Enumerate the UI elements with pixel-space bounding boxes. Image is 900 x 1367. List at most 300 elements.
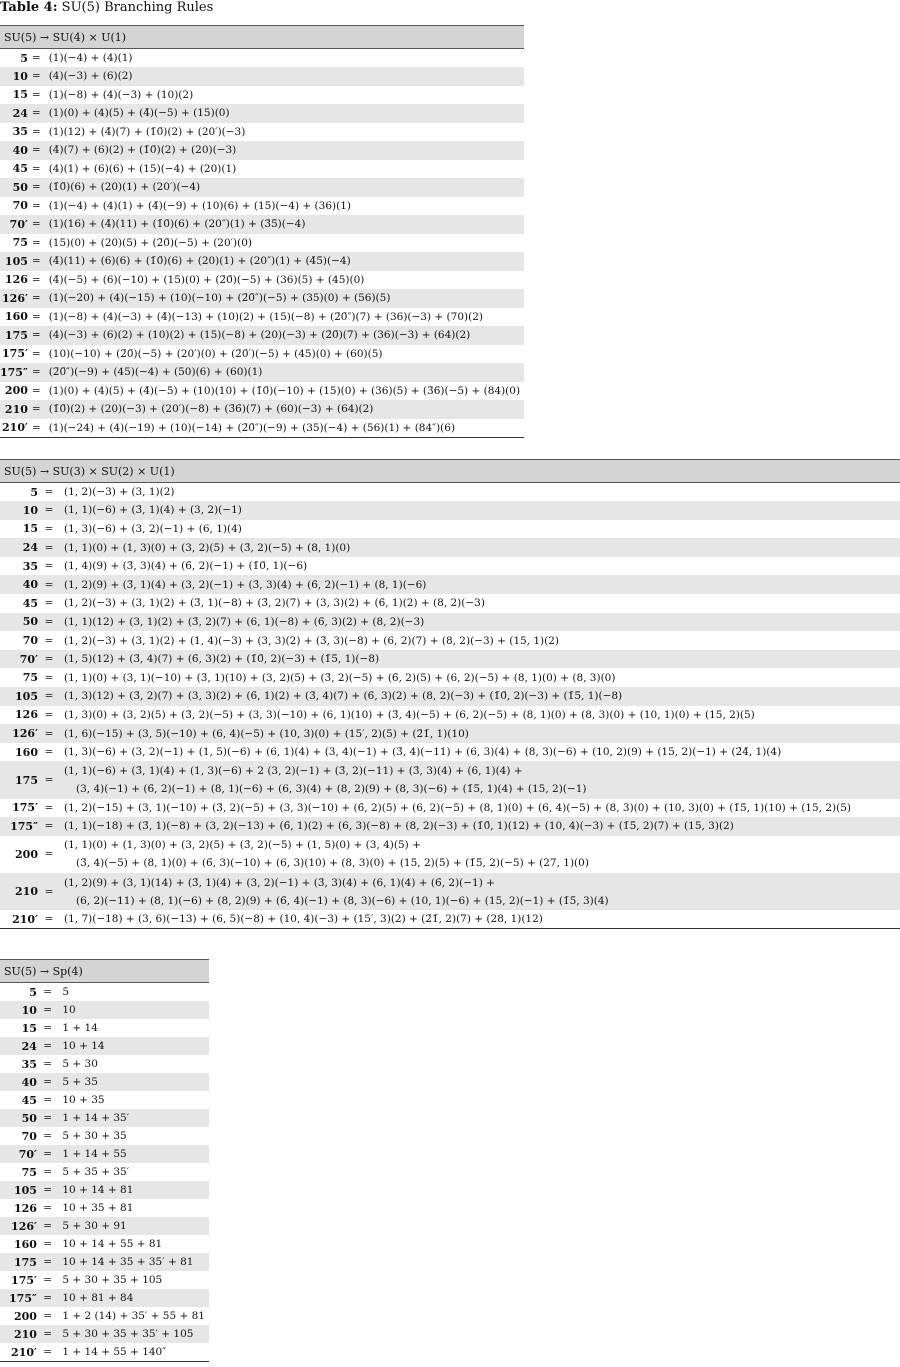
representation: 175′: [2, 347, 28, 361]
header-subgroup: SU(4) × U(1): [52, 30, 127, 44]
table-row: [0, 743, 900, 762]
equals-sign: =: [41, 1109, 54, 1127]
decomposition-line: (10)(−10) + (2̄0̄)(−5) + (20′)(0) + (2̄0̄′)(−5) + (45)(0) + (60)(5): [48, 347, 383, 360]
representation: 175: [0, 761, 42, 798]
decomposition-line: 10 + 14 + 35 + 35′ + 81: [62, 1256, 194, 1268]
decomposition: [41, 326, 524, 345]
table-row: [0, 557, 900, 576]
table-row: [0, 1217, 209, 1235]
representation: 126: [15, 708, 38, 722]
representation: 70: [22, 634, 38, 648]
equals-sign: =: [44, 560, 54, 573]
table-row: [0, 724, 900, 743]
equals-sign: =: [31, 199, 41, 212]
equals-sign: =: [44, 801, 54, 814]
representation: 70′: [0, 215, 32, 234]
representation: 40: [0, 1073, 41, 1091]
decomposition: [54, 1145, 209, 1163]
table-row: [0, 1343, 209, 1362]
decomposition: [56, 817, 900, 836]
equals-sign: =: [42, 873, 56, 910]
table-row: [0, 345, 524, 364]
decomposition-line: (1, 2)(−15) + (3, 1)(−10) + (3̄, 2)(−5) + (3, 3)(−10) + (6̄, 2)(5) + (6, 2)(−5) + (8, 1)(0) + (6, 4)(−5) + (8, 3)(0) + (10, 3)(0) + (1̄5̄, 1)(10) + (15, 2)(5): [64, 801, 851, 814]
decomposition: [56, 538, 900, 557]
table-row: [0, 1145, 209, 1163]
representation: 175: [0, 1253, 41, 1271]
decomposition-line: (1, 6)(−15) + (3, 5)(−10) + (6, 4)(−5) + (10, 3)(0) + (15′, 2)(5) + (2̄1̄, 1)(10): [64, 727, 469, 740]
decomposition: [56, 743, 900, 762]
representation: 175′: [12, 801, 38, 815]
representation: 24: [0, 1037, 41, 1055]
representation: 35: [12, 125, 28, 139]
equals-sign: =: [41, 1181, 54, 1199]
table-row: [0, 123, 524, 142]
table-row: [0, 687, 900, 706]
table-row: [0, 836, 900, 873]
decomposition: [54, 1001, 209, 1019]
decomposition: [41, 104, 524, 123]
table-row: [0, 1073, 209, 1091]
decomposition-line: (1, 7)(−18) + (3, 6)(−13) + (6, 5)(−8) + (10, 4)(−3) + (15′, 3)(2) + (2̄1̄, 2)(7) + (28, 1)(12): [64, 913, 543, 926]
decomposition-line: 5 + 30 + 35 + 105: [62, 1274, 163, 1286]
decomposition: [54, 1271, 209, 1289]
representation: 175″: [0, 1289, 41, 1307]
decomposition-line: (4)(1) + (6)(6) + (15)(−4) + (20)(1): [48, 162, 237, 175]
decomposition: [56, 520, 900, 539]
decomposition: [54, 1217, 209, 1235]
table-row: [0, 67, 524, 86]
decomposition: [56, 650, 900, 669]
decomposition-line: (1, 3)(12) + (3̄, 2)(7) + (3, 3)(2) + (6̄, 1)(2) + (3̄, 4)(7) + (6̄, 3)(2) + (8, 2)(−3) + (1̄0̄, 2)(−3) + (1̄5̄, 1)(−8): [64, 690, 623, 703]
representation: 160: [4, 310, 28, 324]
decomposition: [54, 1163, 209, 1181]
decomposition-line: 10 + 35: [62, 1094, 105, 1106]
header-subgroup: Sp(4): [52, 964, 83, 978]
decomposition: [56, 613, 900, 632]
equals-sign: =: [32, 400, 41, 419]
table-row: [0, 197, 524, 216]
equals-sign: =: [43, 1094, 53, 1106]
decomposition-line: 5 + 30 + 35 + 35′ + 105: [62, 1328, 194, 1340]
decomposition: [54, 1019, 209, 1037]
decomposition-line: (1, 3)(0) + (3, 2)(5) + (3̄, 2)(−5) + (3, 3)(−10) + (6, 1)(10) + (3̄, 4)(−5) + (6, 2)(−5) + (8, 1)(0) + (8, 3)(0) + (10, 1)(0) + (15, 2)(5): [64, 708, 755, 721]
equals-sign: =: [32, 141, 41, 160]
decomposition-line: 10 + 35 + 81: [62, 1202, 134, 1214]
decomposition: [56, 483, 900, 502]
representation: 126: [13, 1201, 37, 1215]
equals-sign: =: [41, 1073, 54, 1091]
table-row: [0, 1253, 209, 1271]
decomposition-line: (1, 2)(−3) + (3, 1)(2) + (1, 4)(−3) + (3, 3)(2) + (3̄, 3)(−8) + (6, 2)(7) + (8, 2)(−3) + (15, 1)(2): [64, 634, 560, 647]
decomposition-line: (4̄)(−5) + (6)(−10) + (15)(0) + (2̄0̄)(−5) + (36)(5) + (45)(0): [48, 273, 365, 286]
representation: 15: [12, 88, 28, 102]
representation: 5: [29, 985, 37, 999]
decomposition-line: (2̄0̄″)(−9) + (45)(−4) + (50)(6) + (60)(1): [48, 366, 263, 379]
decomposition-line: 1 + 2 (14) + 35′ + 55 + 81: [62, 1310, 205, 1322]
representation: 126: [4, 273, 28, 287]
table-row: [0, 1127, 209, 1145]
equals-sign: =: [31, 88, 41, 101]
decomposition-line: 5: [62, 986, 70, 998]
decomposition: [54, 1181, 209, 1199]
representation: 35: [21, 1057, 37, 1071]
table-row: [0, 308, 524, 327]
decomposition: [54, 1253, 209, 1271]
equals-sign: =: [31, 125, 41, 138]
representation: 160: [13, 1237, 37, 1251]
decomposition-line: (1)(−8) + (4)(−3) + (4̄)(−13) + (10)(2) + (15)(−8) + (2̄0̄″)(7) + (36)(−3) + (70)(2): [48, 310, 483, 323]
representation: 75: [21, 1165, 37, 1179]
decomposition-line: 10 + 14 + 81: [62, 1184, 134, 1196]
equals-sign: =: [41, 1253, 54, 1271]
decomposition: [54, 1073, 209, 1091]
header-arrow: →: [39, 464, 50, 478]
decomposition: [54, 1109, 209, 1127]
table-row: [0, 400, 524, 419]
equals-sign: =: [42, 687, 56, 706]
table-row: [0, 104, 524, 123]
decomposition: [41, 178, 524, 197]
representation: 10: [0, 1001, 41, 1019]
representation: 15: [21, 1021, 37, 1035]
decomposition: [54, 1325, 209, 1343]
representation: 45: [21, 1093, 37, 1107]
equals-sign: =: [32, 419, 41, 438]
equals-sign: =: [44, 486, 54, 499]
decomposition: [41, 49, 524, 68]
decomposition: [56, 836, 900, 873]
decomposition: [54, 1289, 209, 1307]
equals-sign: =: [32, 67, 41, 86]
decomposition: [41, 252, 524, 271]
representation: 160: [15, 745, 38, 759]
equals-sign: =: [44, 746, 54, 759]
decomposition: [56, 557, 900, 576]
equals-sign: =: [44, 848, 54, 861]
decomposition-line: 5 + 35 + 35′: [62, 1166, 130, 1178]
table-row: [0, 1019, 209, 1037]
decomposition: [41, 345, 524, 364]
header-group: SU(5): [4, 30, 37, 44]
decomposition: [56, 761, 900, 798]
decomposition: [56, 575, 900, 594]
representation: 210: [0, 873, 42, 910]
table-row: [0, 575, 900, 594]
decomposition-line: (1)(−4) + (4)(1): [48, 52, 133, 64]
equals-sign: =: [32, 289, 41, 308]
decomposition: [56, 706, 900, 725]
representation: 75: [12, 236, 28, 250]
equals-sign: =: [42, 761, 56, 798]
table-row: [0, 160, 524, 179]
representation: 126′: [0, 289, 32, 308]
decomposition: [56, 799, 900, 818]
equals-sign: =: [42, 575, 56, 594]
representation: 50: [0, 613, 42, 632]
table-row: [0, 215, 524, 234]
decomposition: [56, 873, 900, 910]
table-row: [0, 86, 524, 105]
equals-sign: =: [43, 1310, 53, 1322]
decomposition-line: (3, 4)(−1) + (6̄, 2)(−1) + (8, 1)(−6) + (6, 3)(4) + (8, 2)(9) + (8, 3)(−6) + (1̄5̄, 1)(4) + (15, 2)(−1): [76, 783, 587, 795]
decomposition-line: 5 + 30: [62, 1058, 98, 1070]
equals-sign: =: [43, 986, 53, 998]
equals-sign: =: [44, 708, 54, 721]
decomposition: [41, 363, 524, 382]
table-row: [0, 631, 900, 650]
table-row: [0, 1199, 209, 1217]
table-row: [0, 1163, 209, 1181]
table-row: [0, 1055, 209, 1073]
equals-sign: =: [43, 1058, 53, 1070]
representation: 70: [21, 1129, 37, 1143]
equals-sign: =: [44, 597, 54, 610]
table-row: [0, 983, 209, 1002]
representation: 24: [0, 104, 32, 123]
table-row: [0, 817, 900, 836]
decomposition: [41, 86, 524, 105]
decomposition: [54, 1055, 209, 1073]
decomposition-line: 5 + 30 + 35: [62, 1130, 127, 1142]
decomposition-line: 10 + 14: [62, 1040, 105, 1052]
decomposition-line: (1, 1)(−6) + (3̄, 1)(4) + (3, 2)(−1): [64, 504, 242, 517]
equals-sign: =: [32, 178, 41, 197]
decomposition: [41, 67, 524, 86]
equals-sign: =: [41, 1001, 54, 1019]
decomposition-line: (1, 2)(−3) + (3, 1)(2) + (3̄, 1)(−8) + (3̄, 2)(7) + (3, 3)(2) + (6̄, 1)(2) + (8, 2)(−3): [64, 597, 485, 610]
decomposition-line: (1, 3)(−6) + (3, 2)(−1) + (1, 5)(−6) + (6, 1)(4) + (3, 4)(−1) + (3̄, 4)(−11) + (6, 3)(4) + (8, 3)(−6) + (10, 2)(9) + (15, 2)(−1) + (2̄4̄, 1)(4): [64, 746, 782, 759]
table-row: [0, 178, 524, 197]
branching-table-3: [0, 959, 209, 1362]
equals-sign: =: [43, 1166, 53, 1178]
representation: 126′: [0, 1217, 41, 1235]
equals-sign: =: [32, 252, 41, 271]
decomposition-line: (1, 2)(9) + (3̄, 1)(4) + (3, 2)(−1) + (3̄, 3)(4) + (6̄, 2)(−1) + (8, 1)(−6): [64, 578, 427, 591]
representation: 210: [0, 1325, 41, 1343]
decomposition: [41, 271, 524, 290]
representation: 35: [22, 559, 38, 573]
equals-sign: =: [42, 613, 56, 632]
table-row: [0, 1271, 209, 1289]
decomposition-line: 10: [62, 1004, 76, 1016]
decomposition-line: (1)(−24) + (4)(−19) + (10)(−14) + (2̄0̄″)(−9) + (35)(−4) + (56)(1) + (84″)(6): [48, 421, 456, 434]
decomposition: [54, 1343, 209, 1362]
representation: 5: [30, 485, 38, 499]
decomposition: [54, 1037, 209, 1055]
representation: 70: [12, 199, 28, 213]
decomposition-line: 5 + 35: [62, 1076, 98, 1088]
equals-sign: =: [31, 347, 41, 360]
decomposition-line: (1, 1)(−6) + (3̄, 1)(4) + (1, 3)(−6) + 2 (3, 2)(−1) + (3̄, 2)(−11) + (3̄, 3)(4) + (6, 1)(4) +: [64, 765, 523, 777]
caption-title: SU(5) Branching Rules: [61, 0, 214, 15]
equals-sign: =: [41, 1325, 54, 1343]
representation: 210′: [0, 1343, 41, 1362]
table-row: [0, 49, 524, 68]
table-row: [0, 910, 900, 929]
table-row: [0, 1289, 209, 1307]
decomposition-line: (1, 1)(0) + (1, 3)(0) + (3, 2)(5) + (3̄, 2)(−5) + (8, 1)(0): [64, 541, 351, 554]
decomposition-line: (1)(−8) + (4)(−3) + (10)(2): [48, 88, 194, 101]
decomposition: [41, 215, 524, 234]
equals-sign: =: [42, 501, 56, 520]
decomposition-line: (1, 4)(9) + (3̄, 3)(4) + (6̄, 2)(−1) + (1̄0̄, 1)(−6): [64, 560, 308, 573]
equals-sign: =: [41, 1343, 54, 1362]
table-row: [0, 761, 900, 798]
representation: 10: [0, 501, 42, 520]
table-row: [0, 1235, 209, 1253]
equals-sign: =: [43, 1202, 53, 1214]
decomposition-line: (1)(−4) + (4)(1) + (4̄)(−9) + (10)(6) + (15)(−4) + (36)(1): [48, 199, 351, 212]
equals-sign: =: [32, 326, 41, 345]
representation: 175′: [11, 1273, 37, 1287]
decomposition-line: (1̄0̄)(2) + (20)(−3) + (20′)(−8) + (3̄6̄)(7) + (60)(−3) + (64)(2): [48, 403, 374, 416]
decomposition-line: (1)(−20) + (4)(−15) + (10)(−10) + (2̄0̄″)(−5) + (35)(0) + (56)(5): [48, 292, 391, 305]
table-row: [0, 594, 900, 613]
table-row: [0, 1037, 209, 1055]
representation: 200: [4, 384, 28, 398]
caption-label: Table 4:: [0, 0, 58, 15]
table-row: [0, 289, 524, 308]
representation: 40: [0, 141, 32, 160]
decomposition-line: (3̄, 4)(−5) + (8, 1)(0) + (6̄, 3)(−10) + (6, 3)(10) + (8, 3)(0) + (15, 2)(5) + (1̄5̄, 2)(−5) + (27, 1)(0): [76, 857, 589, 870]
representation: 10: [0, 67, 32, 86]
equals-sign: =: [31, 162, 41, 175]
decomposition: [41, 400, 524, 419]
decomposition-line: 10 + 81 + 84: [62, 1292, 134, 1304]
table-row: [0, 538, 900, 557]
decomposition: [41, 419, 524, 438]
equals-sign: =: [31, 384, 41, 397]
equals-sign: =: [32, 215, 41, 234]
table-row: [0, 252, 524, 271]
decomposition: [56, 594, 900, 613]
representation: 105: [0, 252, 32, 271]
table-row: [0, 1091, 209, 1109]
decomposition-line: (4)(−3) + (6)(2) + (10)(2) + (15)(−8) + (20)(−3) + (2̄0̄)(7) + (36)(−3) + (64)(2): [48, 329, 471, 342]
decomposition-line: (1)(0) + (4)(5) + (4̄)(−5) + (15)(0): [48, 107, 230, 120]
header-group: SU(5): [4, 464, 37, 478]
table-row: [0, 1109, 209, 1127]
table-row: [0, 501, 900, 520]
equals-sign: =: [43, 1022, 53, 1034]
decomposition-line: (15)(0) + (20)(5) + (2̄0̄)(−5) + (20′)(0): [48, 236, 253, 249]
representation: 105: [0, 687, 42, 706]
representation: 210: [0, 400, 32, 419]
decomposition-line: 10 + 14 + 55 + 81: [62, 1238, 163, 1250]
representation: 15: [22, 522, 38, 536]
representation: 200: [13, 1309, 37, 1323]
equals-sign: =: [32, 363, 41, 382]
decomposition: [54, 1235, 209, 1253]
equals-sign: =: [41, 1037, 54, 1055]
decomposition-line: (6, 2)(−11) + (8, 1)(−6) + (8, 2)(9) + (6̄, 4)(−1) + (8, 3)(−6) + (10, 1)(−6) + (15, 2)(−1) + (1̄5̄, 3)(4): [76, 894, 609, 907]
representation: 70′: [0, 1145, 41, 1163]
table-row: [0, 1325, 209, 1343]
decomposition-line: 1 + 14 + 55: [62, 1148, 127, 1160]
table-caption: [0, 0, 213, 16]
representation: 210′: [0, 419, 32, 438]
decomposition: [54, 1199, 209, 1217]
equals-sign: =: [42, 724, 56, 743]
equals-sign: =: [32, 104, 41, 123]
representation: 105: [0, 1181, 41, 1199]
decomposition: [54, 983, 209, 1002]
equals-sign: =: [44, 522, 54, 535]
table-row: [0, 271, 524, 290]
decomposition: [41, 234, 524, 253]
decomposition-line: (1, 1)(−18) + (3̄, 1)(−8) + (3, 2)(−13) + (6̄, 1)(2) + (6, 3)(−8) + (8, 2)(−3) + (1̄0̄, 1)(12) + (10, 4)(−3) + (1̄5̄, 2)(7) + (15, 3)(2): [64, 820, 734, 833]
equals-sign: =: [31, 52, 41, 64]
decomposition: [56, 631, 900, 650]
representation: 50: [0, 178, 32, 197]
equals-sign: =: [41, 1145, 54, 1163]
decomposition-line: (1)(0) + (4)(5) + (4̄)(−5) + (10)(10) + (1̄0̄)(−10) + (15)(0) + (36)(5) + (3̄6̄)(−5) + (84)(0): [48, 384, 521, 397]
table-row: [0, 1307, 209, 1325]
representation: 126′: [0, 724, 42, 743]
representation: 24: [0, 538, 42, 557]
table-row: [0, 1181, 209, 1199]
decomposition-line: 1 + 14: [62, 1022, 98, 1034]
representation: 40: [0, 575, 42, 594]
representation: 175: [0, 326, 32, 345]
decomposition: [41, 160, 524, 179]
header-group: SU(5): [4, 964, 37, 978]
representation: 175″: [0, 817, 42, 836]
decomposition: [41, 382, 524, 401]
header-arrow: →: [39, 964, 50, 978]
table-header: [0, 960, 209, 983]
decomposition-line: (1, 1)(0) + (3, 1)(−10) + (3̄, 1)(10) + (3, 2)(5) + (3̄, 2)(−5) + (6̄, 2)(5) + (6, 2)(−5) + (8, 1)(0) + (8, 3)(0): [64, 671, 616, 684]
header-arrow: →: [39, 30, 50, 44]
header-subgroup: SU(3) × SU(2) × U(1): [52, 464, 175, 478]
equals-sign: =: [44, 671, 54, 684]
table-row: [0, 1001, 209, 1019]
equals-sign: =: [42, 538, 56, 557]
representation: 175″: [0, 363, 32, 382]
table-row: [0, 520, 900, 539]
equals-sign: =: [43, 1238, 53, 1250]
table-row: [0, 613, 900, 632]
branching-table-2: [0, 459, 900, 929]
decomposition-line: (4̄)(7) + (6)(2) + (1̄0̄)(2) + (20)(−3): [48, 144, 237, 157]
table-header: [0, 26, 524, 49]
decomposition: [56, 501, 900, 520]
equals-sign: =: [43, 1130, 53, 1142]
table-row: [0, 326, 524, 345]
decomposition-line: 1 + 14 + 55 + 140″: [62, 1346, 167, 1358]
decomposition: [54, 1091, 209, 1109]
decomposition: [54, 1127, 209, 1145]
decomposition-line: (1)(16) + (4̄)(11) + (1̄0̄)(6) + (20″)(1) + (3̄5̄)(−4): [48, 218, 306, 231]
decomposition: [41, 289, 524, 308]
decomposition-line: (4)(−3) + (6)(2): [48, 70, 133, 83]
decomposition-line: (1, 5)(12) + (3̄, 4)(7) + (6̄, 3)(2) + (1̄0̄, 2)(−3) + (1̄5̄, 1)(−8): [64, 653, 380, 666]
decomposition-line: (1, 2)(−3) + (3, 1)(2): [64, 486, 175, 499]
equals-sign: =: [42, 817, 56, 836]
decomposition-line: (1)(12) + (4̄)(7) + (1̄0̄)(2) + (20′)(−3): [48, 125, 246, 138]
representation: 210′: [0, 910, 42, 929]
table-row: [0, 668, 900, 687]
table-header: [0, 460, 900, 483]
table-row: [0, 141, 524, 160]
equals-sign: =: [31, 310, 41, 323]
decomposition-line: (4̄)(11) + (6)(6) + (1̄0̄)(6) + (20)(1) + (20″)(1) + (4̄5̄)(−4): [48, 255, 351, 268]
decomposition: [41, 308, 524, 327]
table-row: [0, 706, 900, 725]
table-row: [0, 873, 900, 910]
table-row: [0, 799, 900, 818]
table-row: [0, 234, 524, 253]
